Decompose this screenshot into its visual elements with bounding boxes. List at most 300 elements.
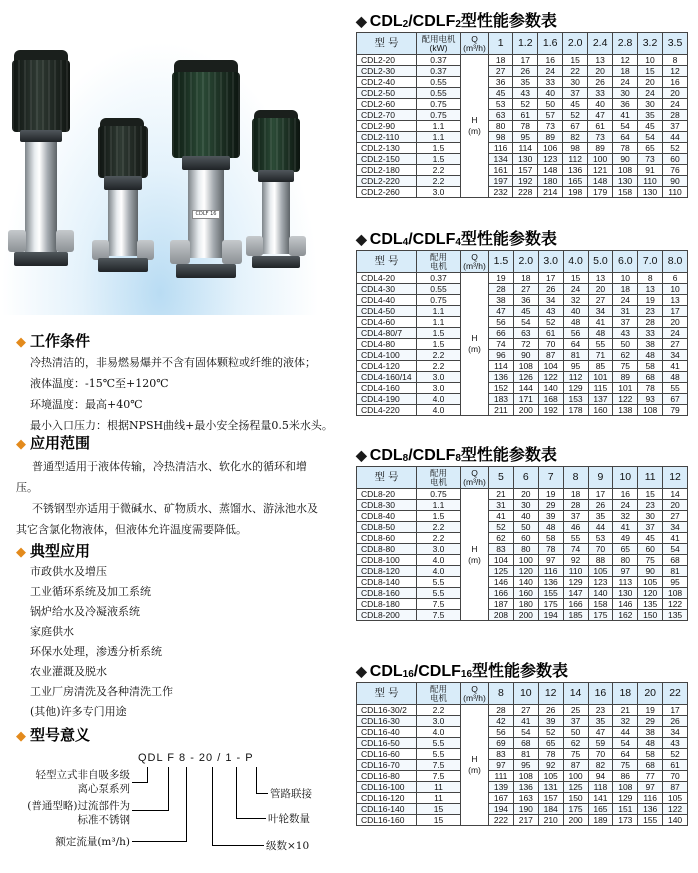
head-value-cell: 10 <box>613 273 638 284</box>
head-value-cell: 66 <box>489 328 514 339</box>
model-cell: CDL4-220 <box>357 405 417 416</box>
head-value-cell: 37 <box>563 716 588 727</box>
diamond-bullet-icon: ◆ <box>356 447 367 463</box>
head-value-cell: 52 <box>663 143 688 154</box>
pump-image-1 <box>6 50 76 275</box>
head-value-cell: 178 <box>563 405 588 416</box>
motor-power-cell: 7.5 <box>417 771 461 782</box>
head-value-cell: 146 <box>489 577 514 588</box>
head-value-cell: 95 <box>513 132 538 143</box>
head-value-cell: 12 <box>663 66 688 77</box>
model-cell: CDL8-50 <box>357 522 417 533</box>
diamond-bullet-icon: ◆ <box>356 231 367 247</box>
column-header-motor: 配用 电机 <box>417 251 461 273</box>
head-value-cell: 67 <box>563 121 588 132</box>
head-value-cell: 18 <box>563 489 588 500</box>
head-value-cell: 81 <box>513 749 538 760</box>
model-label-material-line2: 标准不锈钢 <box>77 814 130 826</box>
head-value-cell: 44 <box>663 132 688 143</box>
head-value-cell: 28 <box>663 110 688 121</box>
table-row <box>357 599 688 610</box>
head-value-cell: 76 <box>663 165 688 176</box>
head-value-cell: 19 <box>538 489 563 500</box>
head-value-cell: 24 <box>613 77 638 88</box>
head-value-cell: 148 <box>538 165 563 176</box>
head-value-cell: 165 <box>588 804 613 815</box>
head-value-cell: 90 <box>513 350 538 361</box>
head-value-cell: 43 <box>513 88 538 99</box>
head-value-cell: 20 <box>638 77 663 88</box>
model-cell: CDL4-120 <box>357 361 417 372</box>
head-value-cell: 116 <box>638 793 663 804</box>
table-row <box>357 511 688 522</box>
head-value-cell: 134 <box>489 154 513 165</box>
head-value-cell: 173 <box>613 815 638 826</box>
head-value-cell: 22 <box>563 66 588 77</box>
motor-power-cell: 2.2 <box>417 350 461 361</box>
head-value-cell: 30 <box>613 88 638 99</box>
head-value-cell: 28 <box>489 705 514 716</box>
column-header-flow-value: 3.5 <box>663 33 688 55</box>
head-value-cell: 120 <box>513 566 538 577</box>
head-value-cell: 36 <box>613 99 638 110</box>
model-cell: CDL16-80 <box>357 771 417 782</box>
head-value-cell: 23 <box>588 705 613 716</box>
head-value-cell: 13 <box>588 273 613 284</box>
head-value-cell: 121 <box>588 165 613 176</box>
head-value-cell: 40 <box>538 88 563 99</box>
head-value-cell: 74 <box>489 339 514 350</box>
head-value-cell: 90 <box>663 176 688 187</box>
head-value-cell: 56 <box>489 727 514 738</box>
motor-power-cell: 0.55 <box>417 284 461 295</box>
column-header-flow-value: 10 <box>513 683 538 705</box>
head-value-cell: 54 <box>513 317 538 328</box>
head-value-cell: 122 <box>663 599 688 610</box>
head-value-cell: 106 <box>538 143 563 154</box>
table-row <box>357 143 688 154</box>
head-value-cell: 54 <box>513 727 538 738</box>
motor-power-cell: 0.75 <box>417 110 461 121</box>
head-value-cell: 110 <box>638 176 663 187</box>
head-value-cell: 70 <box>588 544 613 555</box>
head-value-cell: 122 <box>613 394 638 405</box>
head-value-cell: 78 <box>538 749 563 760</box>
model-cell: CDL2-90 <box>357 121 417 132</box>
head-value-cell: 118 <box>588 782 613 793</box>
head-value-cell: 136 <box>489 372 514 383</box>
head-value-cell: 80 <box>613 555 638 566</box>
head-value-cell: 48 <box>663 372 688 383</box>
head-value-cell: 136 <box>513 782 538 793</box>
head-value-cell: 61 <box>588 121 613 132</box>
head-value-cell: 18 <box>613 284 638 295</box>
table-row <box>357 610 688 621</box>
model-label-series-line2: 离心泵系列 <box>77 783 130 795</box>
head-value-cell: 112 <box>563 372 588 383</box>
head-value-cell: 105 <box>663 793 688 804</box>
head-value-cell: 34 <box>663 350 688 361</box>
table-row <box>357 405 688 416</box>
head-value-cell: 168 <box>538 394 563 405</box>
motor-power-cell: 0.55 <box>417 77 461 88</box>
head-value-cell: 24 <box>538 66 563 77</box>
head-value-cell: 15 <box>638 489 663 500</box>
head-value-cell: 180 <box>513 599 538 610</box>
head-value-cell: 48 <box>563 317 588 328</box>
head-value-cell: 150 <box>563 793 588 804</box>
head-value-cell: 187 <box>489 599 514 610</box>
performance-table-cdl8 <box>356 466 688 621</box>
column-header-motor: 配用 电机 <box>417 683 461 705</box>
head-value-cell: 108 <box>613 165 638 176</box>
head-value-cell: 47 <box>489 306 514 317</box>
head-value-cell: 140 <box>588 588 613 599</box>
table-row <box>357 66 688 77</box>
table-row <box>357 77 688 88</box>
table-row <box>357 350 688 361</box>
model-cell: CDL16-100 <box>357 782 417 793</box>
head-value-cell: 129 <box>613 793 638 804</box>
column-header-flow-value: 1.2 <box>513 33 538 55</box>
motor-power-cell: 1.1 <box>417 121 461 132</box>
head-value-cell: 95 <box>663 577 688 588</box>
motor-power-cell: 5.5 <box>417 577 461 588</box>
product-photo <box>0 40 320 315</box>
model-cell: CDL2-260 <box>357 187 417 198</box>
model-cell: CDL8-30 <box>357 500 417 511</box>
table-row <box>357 317 688 328</box>
table-row <box>357 566 688 577</box>
head-value-cell: 97 <box>613 566 638 577</box>
head-value-cell: 58 <box>538 533 563 544</box>
column-header-flow-value: 5 <box>489 467 514 489</box>
head-value-cell: 45 <box>513 306 538 317</box>
diamond-bullet-icon: ◆ <box>356 13 367 29</box>
head-value-cell: 37 <box>663 121 688 132</box>
head-value-cell: 70 <box>538 339 563 350</box>
model-cell: CDL4-80 <box>357 339 417 350</box>
head-value-cell: 144 <box>513 383 538 394</box>
head-value-cell: 70 <box>663 771 688 782</box>
head-value-cell: 24 <box>613 500 638 511</box>
table-row <box>357 295 688 306</box>
head-value-cell: 21 <box>613 705 638 716</box>
typical-applications-list <box>30 562 335 722</box>
head-value-cell: 190 <box>513 804 538 815</box>
head-value-cell: 175 <box>538 599 563 610</box>
head-value-cell: 37 <box>563 88 588 99</box>
head-value-cell: 35 <box>638 110 663 121</box>
motor-power-cell: 5.5 <box>417 738 461 749</box>
head-value-cell: 31 <box>613 306 638 317</box>
head-value-cell: 80 <box>513 544 538 555</box>
table-row <box>357 588 688 599</box>
head-value-cell: 17 <box>663 705 688 716</box>
head-value-cell: 58 <box>638 361 663 372</box>
head-value-cell: 92 <box>538 760 563 771</box>
working-conditions-text <box>30 352 335 436</box>
motor-power-cell: 4.0 <box>417 727 461 738</box>
model-label-pipe: 管路联接 <box>270 788 312 800</box>
table-row <box>357 88 688 99</box>
model-cell: CDL2-20 <box>357 55 417 66</box>
head-value-cell: 95 <box>563 361 588 372</box>
motor-power-cell: 11 <box>417 793 461 804</box>
pump-image-2 <box>90 118 156 283</box>
table-row <box>357 705 688 716</box>
head-value-cell: 116 <box>489 143 513 154</box>
head-value-cell: 38 <box>638 727 663 738</box>
model-cell: CDL4-50 <box>357 306 417 317</box>
head-value-cell: 31 <box>489 500 514 511</box>
column-header-flow-value: 1 <box>489 33 513 55</box>
head-value-cell: 20 <box>513 489 538 500</box>
head-value-cell: 152 <box>489 383 514 394</box>
model-cell: CDL4-30 <box>357 284 417 295</box>
head-value-cell: 200 <box>513 405 538 416</box>
model-label-impeller: 叶轮数量 <box>268 813 310 825</box>
head-value-cell: 105 <box>588 566 613 577</box>
column-header-flow: Q (m³/h) <box>461 251 489 273</box>
head-value-cell: 73 <box>538 121 563 132</box>
head-value-cell: 85 <box>588 361 613 372</box>
head-value-cell: 175 <box>563 804 588 815</box>
table-row <box>357 187 688 198</box>
working-conditions-line: 液体温度：-15℃至+120℃ <box>30 377 169 390</box>
head-value-cell: 179 <box>588 187 613 198</box>
motor-power-cell: 2.2 <box>417 165 461 176</box>
column-header-flow-value: 1.5 <box>489 251 514 273</box>
head-value-cell: 17 <box>538 273 563 284</box>
model-cell: CDL2-60 <box>357 99 417 110</box>
head-value-cell: 105 <box>538 771 563 782</box>
head-value-cell: 24 <box>638 88 663 99</box>
model-label-series <box>26 768 130 796</box>
head-value-cell: 82 <box>588 760 613 771</box>
head-value-cell: 89 <box>613 372 638 383</box>
motor-power-cell: 2.2 <box>417 705 461 716</box>
head-value-cell: 56 <box>489 317 514 328</box>
motor-power-cell: 4.0 <box>417 566 461 577</box>
head-value-cell: 34 <box>663 522 688 533</box>
head-value-cell: 90 <box>638 566 663 577</box>
motor-power-cell: 0.55 <box>417 88 461 99</box>
head-value-cell: 23 <box>638 500 663 511</box>
head-value-cell: 20 <box>663 317 688 328</box>
head-value-cell: 101 <box>588 372 613 383</box>
model-label-series-line1: 轻型立式非自吸多级 <box>35 769 130 781</box>
head-value-cell: 36 <box>489 77 513 88</box>
head-value-cell: 65 <box>613 544 638 555</box>
head-value-cell: 126 <box>513 372 538 383</box>
head-value-cell: 160 <box>513 588 538 599</box>
head-value-cell: 38 <box>489 295 514 306</box>
head-value-cell: 19 <box>489 273 514 284</box>
head-value-cell: 27 <box>663 511 688 522</box>
head-value-cell: 62 <box>613 350 638 361</box>
model-label-material-line1: (普通型略)过流部件为 <box>27 800 130 812</box>
working-conditions-line: 最小入口压力：根据NPSH曲线+最小安全扬程量0.5米水头。 <box>30 419 333 432</box>
head-value-cell: 37 <box>563 511 588 522</box>
head-value-cell: 97 <box>489 760 514 771</box>
column-header-motor: 配用 电机 <box>417 467 461 489</box>
model-cell: CDL8-60 <box>357 533 417 544</box>
head-value-cell: 81 <box>563 350 588 361</box>
column-header-flow-value: 20 <box>638 683 663 705</box>
head-value-cell: 122 <box>538 372 563 383</box>
head-value-cell: 130 <box>638 187 663 198</box>
model-cell: CDL8-120 <box>357 566 417 577</box>
model-cell: CDL16-40 <box>357 727 417 738</box>
table-row <box>357 555 688 566</box>
head-value-cell: 24 <box>563 284 588 295</box>
head-value-cell: 41 <box>613 522 638 533</box>
column-header-flow-value: 22 <box>663 683 688 705</box>
head-value-cell: 39 <box>538 511 563 522</box>
head-value-cell: 50 <box>513 522 538 533</box>
head-value-cell: 70 <box>588 749 613 760</box>
column-header-flow-value: 3.0 <box>538 251 563 273</box>
head-value-cell: 40 <box>513 511 538 522</box>
model-cell: CDL4-160/14 <box>357 372 417 383</box>
model-cell: CDL8-80 <box>357 544 417 555</box>
performance-table-cdl4 <box>356 250 688 416</box>
head-value-cell: 150 <box>638 610 663 621</box>
list-item: 市政供水及增压 <box>30 565 107 578</box>
pump-image-3 <box>168 60 244 285</box>
head-value-cell: 160 <box>588 405 613 416</box>
head-value-cell: 48 <box>588 328 613 339</box>
head-value-cell: 40 <box>563 306 588 317</box>
motor-power-cell: 1.1 <box>417 500 461 511</box>
head-value-cell: 129 <box>563 383 588 394</box>
head-value-cell: 104 <box>489 555 514 566</box>
head-value-cell: 49 <box>613 533 638 544</box>
head-value-cell: 120 <box>638 588 663 599</box>
head-value-cell: 87 <box>563 760 588 771</box>
head-value-cell: 140 <box>513 577 538 588</box>
head-value-cell: 73 <box>638 154 663 165</box>
table-row <box>357 273 688 284</box>
section-title-model-meaning: ◆ 型号意义 <box>16 726 91 744</box>
application-range-line: 压。 <box>16 481 38 494</box>
head-value-cell: 41 <box>663 361 688 372</box>
motor-power-cell: 1.5 <box>417 328 461 339</box>
list-item: 环保水处理，渗透分析系统 <box>30 645 162 658</box>
head-value-cell: 210 <box>538 815 563 826</box>
head-value-cell: 123 <box>538 154 563 165</box>
performance-table-cdl2 <box>356 32 688 198</box>
head-value-cell: 108 <box>513 361 538 372</box>
head-value-cell: 130 <box>513 154 538 165</box>
head-value-cell: 41 <box>613 110 638 121</box>
head-value-cell: 108 <box>513 771 538 782</box>
motor-power-cell: 7.5 <box>417 760 461 771</box>
head-value-cell: 151 <box>613 804 638 815</box>
model-cell: CDL2-70 <box>357 110 417 121</box>
column-header-flow-value: 10 <box>613 467 638 489</box>
head-value-cell: 200 <box>563 815 588 826</box>
diamond-bullet-icon: ◆ <box>16 437 26 452</box>
head-value-cell: 27 <box>513 284 538 295</box>
head-value-cell: 27 <box>489 66 513 77</box>
head-value-cell: 56 <box>563 328 588 339</box>
head-value-cell: 35 <box>588 716 613 727</box>
head-value-cell: 137 <box>588 394 613 405</box>
head-value-cell: 72 <box>513 339 538 350</box>
list-item: 家庭供水 <box>30 625 74 638</box>
table-row <box>357 110 688 121</box>
motor-power-cell: 2.2 <box>417 522 461 533</box>
head-value-cell: 17 <box>663 306 688 317</box>
table-title-cdl8: ◆ $CDL_8/CDLF_8$型性能参数表 <box>356 447 557 464</box>
column-header-flow-value: 8 <box>489 683 514 705</box>
head-value-cell: 157 <box>513 165 538 176</box>
head-value-cell: 101 <box>613 383 638 394</box>
table-row <box>357 394 688 405</box>
head-value-cell: 104 <box>538 361 563 372</box>
head-value-cell: 166 <box>563 599 588 610</box>
head-value-cell: 27 <box>588 295 613 306</box>
model-cell: CDL8-20 <box>357 489 417 500</box>
head-value-cell: 79 <box>663 405 688 416</box>
head-value-cell: 135 <box>638 599 663 610</box>
head-value-cell: 34 <box>663 727 688 738</box>
model-cell: CDL16-120 <box>357 793 417 804</box>
head-value-cell: 68 <box>638 760 663 771</box>
head-value-cell: 95 <box>513 760 538 771</box>
column-header-flow-value: 14 <box>563 683 588 705</box>
table-row <box>357 500 688 511</box>
head-value-cell: 139 <box>489 782 514 793</box>
head-value-cell: 63 <box>489 110 513 121</box>
column-header-model: 型 号 <box>357 251 417 273</box>
application-range-line: 普通型适用于液体传输，冷热清洁水、软化水的循环和增 <box>32 460 307 473</box>
column-header-flow-value: 2.0 <box>563 33 588 55</box>
list-item: 农业灌溉及脱水 <box>30 665 107 678</box>
head-value-cell: 113 <box>613 577 638 588</box>
head-value-cell: 48 <box>538 522 563 533</box>
head-value-cell: 75 <box>613 760 638 771</box>
head-value-cell: 162 <box>613 610 638 621</box>
column-header-flow-value: 6.0 <box>613 251 638 273</box>
table-title-cdl16: ◆ $CDL_{16}/CDLF_{16}$型性能参数表 <box>356 663 569 680</box>
model-cell: CDL2-110 <box>357 132 417 143</box>
motor-power-cell: 3.0 <box>417 716 461 727</box>
head-value-cell: 75 <box>613 361 638 372</box>
head-value-cell: 136 <box>563 165 588 176</box>
diamond-bullet-icon: ◆ <box>16 335 26 350</box>
head-value-cell: 45 <box>563 99 588 110</box>
head-value-cell: 48 <box>638 738 663 749</box>
head-value-cell: 211 <box>489 405 514 416</box>
model-cell: CDL2-50 <box>357 88 417 99</box>
column-header-flow-value: 3.2 <box>638 33 663 55</box>
column-header-flow: Q (m³/h) <box>461 33 489 55</box>
head-value-cell: 165 <box>563 176 588 187</box>
column-header-flow-value: 2.4 <box>588 33 613 55</box>
column-header-flow-value: 7 <box>538 467 563 489</box>
model-cell: CDL4-100 <box>357 350 417 361</box>
head-value-cell: 141 <box>588 793 613 804</box>
head-value-cell: 214 <box>538 187 563 198</box>
motor-power-cell: 1.5 <box>417 511 461 522</box>
head-value-cell: 54 <box>613 738 638 749</box>
head-value-cell: 55 <box>663 383 688 394</box>
head-value-cell: 41 <box>513 716 538 727</box>
head-value-cell: 53 <box>588 533 613 544</box>
